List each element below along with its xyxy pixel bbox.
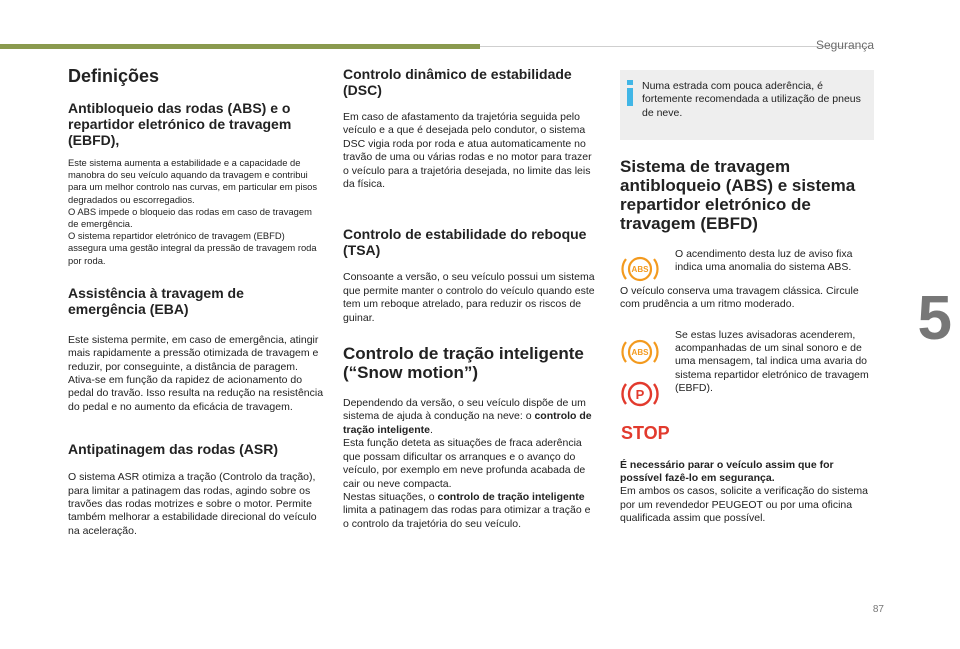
- abs-lamp-label: ABS: [631, 265, 649, 274]
- dsc-body: Em caso de afastamento da trajetória seguida pelo veículo e a que é desejada pelo condutor, o sistema DSC vigia roda por roda e atua automaticamente no travão de uma ou várias rodas e no motor para trazer o veículo para a trajetória desejada, no limite das leis da física.: [343, 111, 592, 191]
- tsa-heading: Controlo de estabilidade do reboque (TSA): [343, 226, 587, 259]
- abs-warning-lamp-icon-2: [620, 335, 660, 369]
- snow-bold-1: controlo de tração inteligente: [343, 410, 592, 436]
- snow-bold-2: controlo de tração inteligente: [437, 490, 585, 503]
- info-note-text: Numa estrada com pouca aderência, é fortemente recomendada a utilização de pneus de neve.: [642, 80, 861, 119]
- column-middle: [343, 66, 599, 531]
- snow-motion-heading: Controlo de tração inteligente (“Snow motion”): [343, 344, 584, 383]
- abs-warning-lamp-icon: [620, 252, 660, 286]
- section-title: Segurança: [815, 38, 874, 52]
- abs-lamp-row: [620, 248, 874, 275]
- dsc-heading: Controlo dinâmico de estabilidade (DSC): [343, 66, 572, 98]
- snow-motion-body: [343, 397, 599, 531]
- info-icon: [624, 80, 636, 106]
- abs-lamp-label-2: ABS: [631, 347, 649, 357]
- abs-body: Este sistema aumenta a estabilidade e a capacidade de manobra do seu veículo aquando da travagem e contribui para um melhor controlo nas curvas, em particular em pisos degradados ou escorregadios. O ABS impede o bloqueio das rodas em caso de travagem de emergência. O sistema repartidor eletrónico de travagem (EBFD) assegura uma gestão integral da pressão de travagem roda por roda.: [68, 157, 318, 266]
- eba-heading: Assistência à travagem de emergência (EBA): [68, 284, 244, 317]
- page-title: Definições: [68, 66, 160, 86]
- page-number: 87: [872, 604, 884, 615]
- snow-text-1: Dependendo da versão, o seu veículo dispõe de um sistema de ajuda à condução na neve: o: [343, 397, 586, 423]
- classic-braking-text: O veículo conserva uma travagem clássica. Circule com prudência a um ritmo moderado.: [620, 284, 859, 311]
- abs-lamp-text: O acendimento desta luz de aviso fixa indica uma anomalia do sistema ABS.: [675, 248, 853, 274]
- tsa-body: Consoante a versão, o seu veículo possui um sistema que permite manter o controlo do veículo quando este tem um reboque atrelado, para reduzir os riscos de guinar.: [343, 271, 595, 324]
- ebfd-lamps-text: Se estas luzes avisadoras acenderem, acompanhadas de um sinal sonoro e de uma mensagem, tal indica uma avaria do sistema repartidor eletrónico de travagem (EBFD).: [675, 328, 869, 395]
- asr-body: O sistema ASR otimiza a tração (Controlo da tração), para limitar a patinagem das rodas, agindo sobre os travões das rodas motrizes e sobre o motor. Permite também melhorar a estabilidade direcional do veículo na aceleração.: [68, 471, 317, 537]
- abs-heading: Antibloqueio das rodas (ABS) e o repartidor eletrónico de travagem (EBFD),: [68, 100, 292, 148]
- stop-lamp-label: STOP: [621, 422, 670, 443]
- warning-bold: É necessário parar o veículo assim que for possível fazê-lo em segurança.: [620, 458, 834, 485]
- warning-body: Em ambos os casos, solicite a verificação do sistema por um revendedor PEUGEOT ou por uma oficina qualificada assim que possível.: [620, 485, 869, 525]
- abs-system-heading: Sistema de travagem antibloqueio (ABS) e sistema repartidor eletrónico de travagem (EBFD): [620, 157, 856, 233]
- asr-heading: Antipatinagem das rodas (ASR): [68, 441, 279, 458]
- eba-body: Este sistema permite, em caso de emergência, atingir mais rapidamente a pressão otimizada de travagem e reduzir, por conseguinte, a distância de paragem. Ativa-se em função da rapidez de acionamento do pedal do travão. Isso resulta na redução na resistência do pedal e no aumento da eficácia de travagem.: [68, 333, 324, 413]
- brake-warning-lamp-icon: [620, 377, 660, 411]
- stop-warning-lamp-icon: [620, 421, 670, 443]
- chapter-number: 5: [917, 284, 952, 353]
- snow-text-2: . Esta função deteta as situações de fraca aderência que possam dificultar os arranques e o avanço do veículo, por exemplo em neve profunda acabada de cair ou neve compacta. Nestas situações, o: [343, 423, 586, 503]
- snow-text-3: limita a patinagem das rodas para otimizar a tração e o controlo da trajetória do seu veículo.: [343, 504, 591, 530]
- header-accent-bar: [0, 44, 480, 49]
- column-left: [68, 66, 324, 538]
- ebfd-lamps-row: [620, 329, 874, 459]
- warning-note: [620, 459, 874, 526]
- svg-text:P: P: [635, 386, 645, 402]
- info-note-box: [620, 70, 874, 140]
- column-right: [620, 70, 874, 526]
- header-rule: [480, 46, 870, 47]
